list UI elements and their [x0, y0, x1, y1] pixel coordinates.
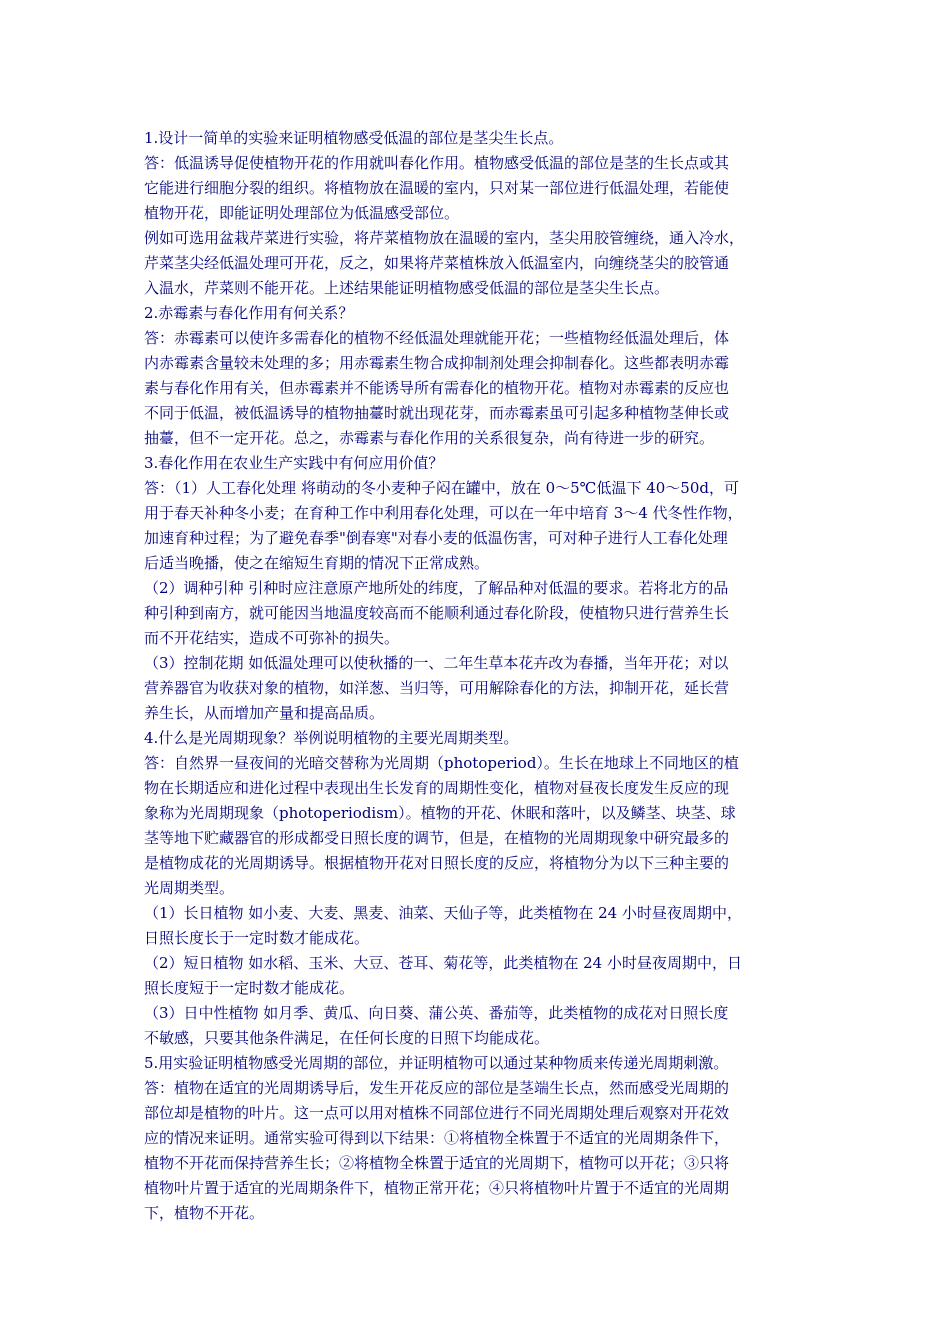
text-line: 例如可选用盆栽芹菜进行实验，将芹菜植物放在温暖的室内，茎尖用胶管缠绕，通入冷水，	[144, 229, 745, 247]
text-line: 植物不开花而保持营养生长；②将植物全株置于适宜的光周期下，植物可以开花；③只将	[144, 1154, 730, 1172]
text-line: 2.赤霉素与春化作用有何关系？	[144, 304, 354, 322]
text-line: 素与春化作用有关，但赤霉素并不能诱导所有需春化的植物开花。植物对赤霉素的反应也	[144, 379, 730, 397]
text-line: 它能进行细胞分裂的组织。将植物放在温暖的室内，只对某一部位进行低温处理，若能使	[144, 179, 730, 197]
text-line: 后适当晚播，使之在缩短生育期的情况下正常成熟。	[144, 554, 490, 572]
text-line: （3）日中性植物 如月季、黄瓜、向日葵、蒲公英、番茄等，此类植物的成花对日照长度	[144, 1004, 729, 1022]
text-line: 养生长，从而增加产量和提高品质。	[144, 704, 385, 722]
text-line: 不同于低温，被低温诱导的植物抽薹时就出现花芽，而赤霉素虽可引起多种植物茎伸长或	[144, 404, 730, 422]
text-line: 照长度短于一定时数才能成花。	[144, 979, 355, 997]
text-line: 答：低温诱导促使植物开花的作用就叫春化作用。植物感受低温的部位是茎的生长点或其	[144, 154, 730, 172]
text-line: （2）调种引种 引种时应注意原产地所处的纬度，了解品种对低温的要求。若将北方的品	[144, 579, 729, 597]
text-line: 不敏感，只要其他条件满足，在任何长度的日照下均能成花。	[144, 1029, 550, 1047]
text-line: 内赤霉素含量较未处理的多；用赤霉素生物合成抑制剂处理会抑制春化。这些都表明赤霉	[144, 354, 730, 372]
text-line: （2）短日植物 如水稻、玉米、大豆、苍耳、菊花等，此类植物在 24 小时昼夜周期中，日	[144, 954, 742, 972]
text-line: 4.什么是光周期现象？举例说明植物的主要光周期类型。	[144, 729, 519, 747]
text-line: 答：赤霉素可以使许多需春化的植物不经低温处理就能开花；一些植物经低温处理后，体	[144, 329, 730, 347]
text-line: 5.用实验证明植物感受光周期的部位，并证明植物可以通过某种物质来传递光周期刺激。	[144, 1054, 729, 1072]
text-line: 象称为光周期现象（photoperiodism）。植物的开花、休眠和落叶，以及鳞茎、块茎、球	[144, 804, 736, 822]
text-line: 部位却是植物的叶片。这一点可以用对植株不同部位进行不同光周期处理后观察对开花效	[144, 1104, 730, 1122]
text-line: 应的情况来证明。通常实验可得到以下结果：①将植物全株置于不适宜的光周期条件下，	[144, 1129, 730, 1147]
text-line: 芹菜茎尖经低温处理可开花，反之，如果将芹菜植株放入低温室内，向缠绕茎尖的胶管通	[144, 254, 730, 272]
text-line: 加速育种过程；为了避免春季"倒春寒"对春小麦的低温伤害，可对种子进行人工春化处理	[144, 529, 728, 547]
text-line: 答：（1）人工春化处理 将萌动的冬小麦种子闷在罐中，放在 0～5℃低温下 40～50d，可	[144, 479, 739, 497]
text-line: 答：植物在适宜的光周期诱导后，发生开花反应的部位是茎端生长点，然而感受光周期的	[144, 1079, 730, 1097]
text-line: 茎等地下贮藏器官的形成都受日照长度的调节，但是，在植物的光周期现象中研究最多的	[144, 829, 730, 847]
text-line: 光周期类型。	[144, 879, 235, 897]
text-line: 入温水，芹菜则不能开花。上述结果能证明植物感受低温的部位是茎尖生长点。	[144, 279, 670, 297]
text-line: 抽薹，但不一定开花。总之，赤霉素与春化作用的关系很复杂，尚有待进一步的研究。	[144, 429, 715, 447]
document-body	[144, 126, 814, 1226]
text-line: 下，植物不开花。	[144, 1204, 265, 1222]
text-line: 日照长度长于一定时数才能成花。	[144, 929, 370, 947]
text-line: 而不开花结实，造成不可弥补的损失。	[144, 629, 400, 647]
text-line: 用于春天补种冬小麦；在育种工作中利用春化处理，可以在一年中培育 3～4 代冬性作物，	[144, 504, 743, 522]
text-line: 物在长期适应和进化过程中表现出生长发育的周期性变化，植物对昼夜长度发生反应的现	[144, 779, 730, 797]
text-line: 答：自然界一昼夜间的光暗交替称为光周期（photoperiod）。生长在地球上不同地区的植	[144, 754, 739, 772]
text-line: 是植物成花的光周期诱导。根据植物开花对日照长度的反应，将植物分为以下三种主要的	[144, 854, 730, 872]
text-line: 3.春化作用在农业生产实践中有何应用价值？	[144, 454, 444, 472]
text-line: 植物叶片置于适宜的光周期条件下，植物正常开花；④只将植物叶片置于不适宜的光周期	[144, 1179, 730, 1197]
text-line: （3）控制花期 如低温处理可以使秋播的一、二年生草本花卉改为春播，当年开花；对以	[144, 654, 729, 672]
text-line: 种引种到南方，就可能因当地温度较高而不能顺利通过春化阶段，使植物只进行营养生长	[144, 604, 730, 622]
text-line: 植物开花，即能证明处理部位为低温感受部位。	[144, 204, 460, 222]
text-line: 1.设计一简单的实验来证明植物感受低温的部位是茎尖生长点。	[144, 129, 564, 147]
text-line: （1）长日植物 如小麦、大麦、黑麦、油菜、天仙子等，此类植物在 24 小时昼夜周期中，	[144, 904, 742, 922]
text-line: 营养器官为收获对象的植物，如洋葱、当归等，可用解除春化的方法，抑制开花，延长营	[144, 679, 730, 697]
